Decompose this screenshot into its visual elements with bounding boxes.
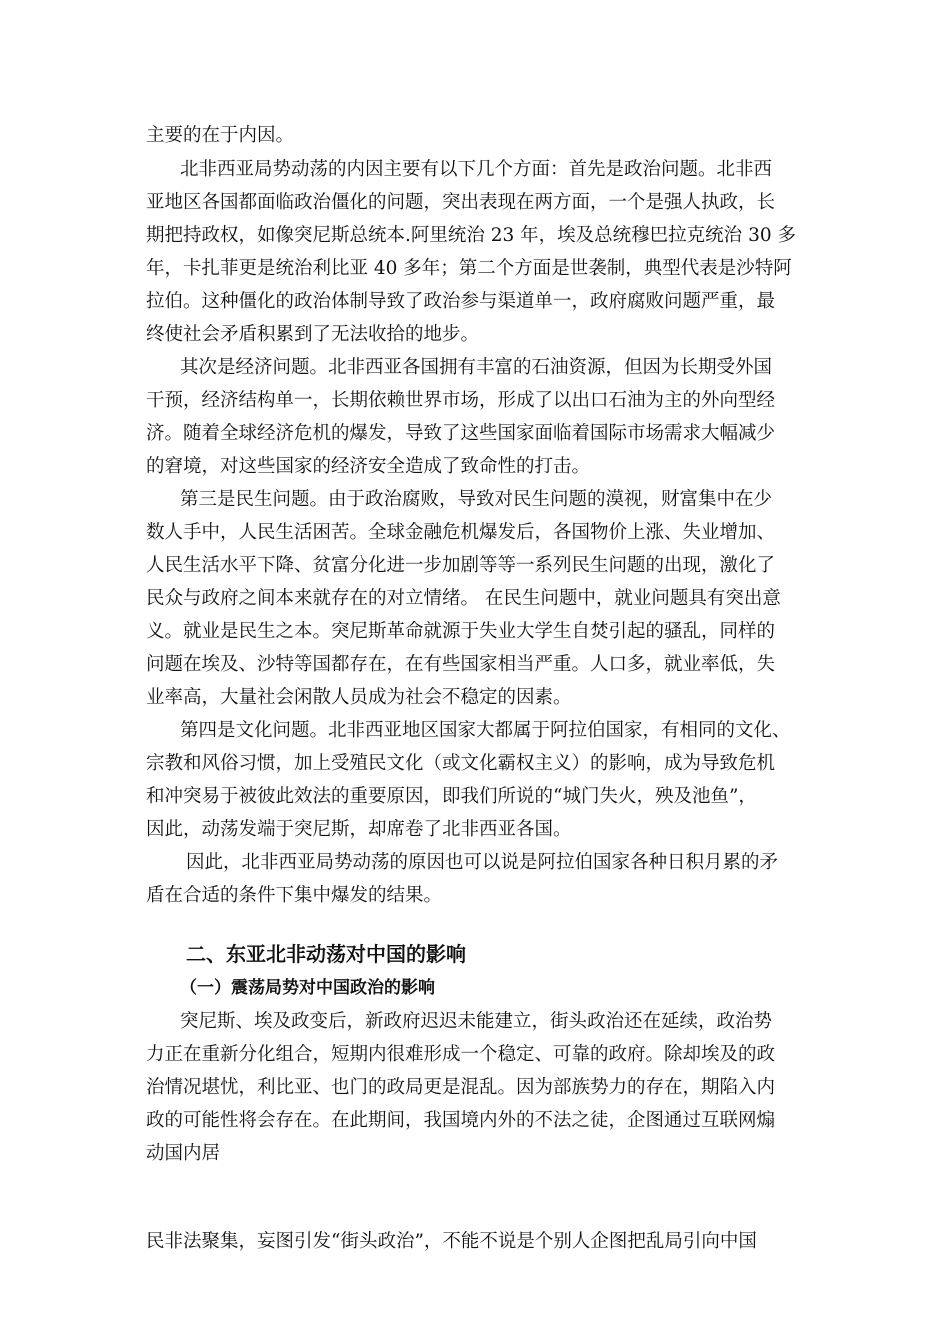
text-line: 干预，经济结构单一，长期依赖世界市场，形成了以出口石油为主的外向型经 xyxy=(146,390,776,411)
paragraph-start: 因此，北非西亚局势动荡的原因也可以说是阿拉伯国家各种日积月累的矛 xyxy=(186,852,779,873)
text-line: 终使社会矛盾积累到了无法收拾的地步。 xyxy=(146,324,480,345)
text-line: 业率高，大量社会闲散人员成为社会不稳定的因素。 xyxy=(146,687,572,708)
text-line: 问题在埃及、沙特等国都存在，在有些国家相当严重。人口多，就业率低，失 xyxy=(146,654,776,675)
text-line: 拉伯。这种僵化的政治体制导致了政治参与渠道单一，政府腐败问题严重，最 xyxy=(146,291,776,312)
text-line: 动国内居 xyxy=(146,1143,221,1164)
text-line: 期把持政权，如像突尼斯总统本.阿里统治 23 年，埃及总统穆巴拉克统治 30 多 xyxy=(146,225,796,246)
paragraph-start: 突尼斯、埃及政变后，新政府迟迟未能建立，街头政治还在延续，政治势 xyxy=(180,1011,773,1032)
text-line: 的窘境，对这些国家的经济安全造成了致命性的打击。 xyxy=(146,456,591,477)
text-line: 济。随着全球经济危机的爆发，导致了这些国家面临着国际市场需求大幅减少 xyxy=(146,423,776,444)
paragraph-start: 其次是经济问题。北非西亚各国拥有丰富的石油资源，但因为长期受外国 xyxy=(180,357,773,378)
text-line: 民非法聚集，妄图引发“街头政治”，不能不说是个别人企图把乱局引向中国 xyxy=(146,1231,757,1252)
text-line: 和冲突易于被彼此效法的重要原因，即我们所说的“城门失火，殃及池鱼”， xyxy=(146,786,757,807)
text-line: 年，卡扎菲更是统治利比亚 40 多年；第二个方面是世袭制，典型代表是沙特阿 xyxy=(146,258,792,279)
paragraph-start: 北非西亚局势动荡的内因主要有以下几个方面：首先是政治问题。北非西 xyxy=(180,159,773,180)
text-line: 政的可能性将会存在。在此期间，我国境内外的不法之徒，企图通过互联网煽 xyxy=(146,1110,776,1131)
text-line: 义。就业是民生之本。突尼斯革命就源于失业大学生自焚引起的骚乱，同样的 xyxy=(146,621,776,642)
subsection-heading: （一）震荡局势对中国政治的影响 xyxy=(180,978,435,998)
paragraph-start: 第三是民生问题。由于政治腐败，导致对民生问题的漠视，财富集中在少 xyxy=(180,489,773,510)
text-line: 宗教和风俗习惯，加上受殖民文化（或文化霸权主义）的影响，成为导致危机 xyxy=(146,753,776,774)
text-line: 亚地区各国都面临政治僵化的问题，突出表现在两方面，一个是强人执政，长 xyxy=(146,192,776,213)
text-line: 数人手中，人民生活困苦。全球金融危机爆发后，各国物价上涨、失业增加、 xyxy=(146,522,776,543)
text-line: 民众与政府之间本来就存在的对立情绪。 在民生问题中，就业问题具有突出意 xyxy=(146,588,781,609)
text-line: 主要的在于内因。 xyxy=(146,125,295,146)
text-line: 人民生活水平下降、贫富分化进一步加剧等等一系列民生问题的出现，激化了 xyxy=(146,555,776,576)
text-line: 盾在合适的条件下集中爆发的结果。 xyxy=(146,885,443,906)
text-line: 因此，动荡发端于突尼斯，却席卷了北非西亚各国。 xyxy=(146,819,572,840)
section-heading: 二、东亚北非动荡对中国的影响 xyxy=(186,942,466,966)
text-line: 治情况堪忧，利比亚、也门的政局更是混乱。因为部族势力的存在，期陷入内 xyxy=(146,1077,776,1098)
paragraph-start: 第四是文化问题。北非西亚地区国家大都属于阿拉伯国家，有相同的文化、 xyxy=(180,720,791,741)
text-line: 力正在重新分化组合，短期内很难形成一个稳定、可靠的政府。除却埃及的政 xyxy=(146,1044,776,1065)
